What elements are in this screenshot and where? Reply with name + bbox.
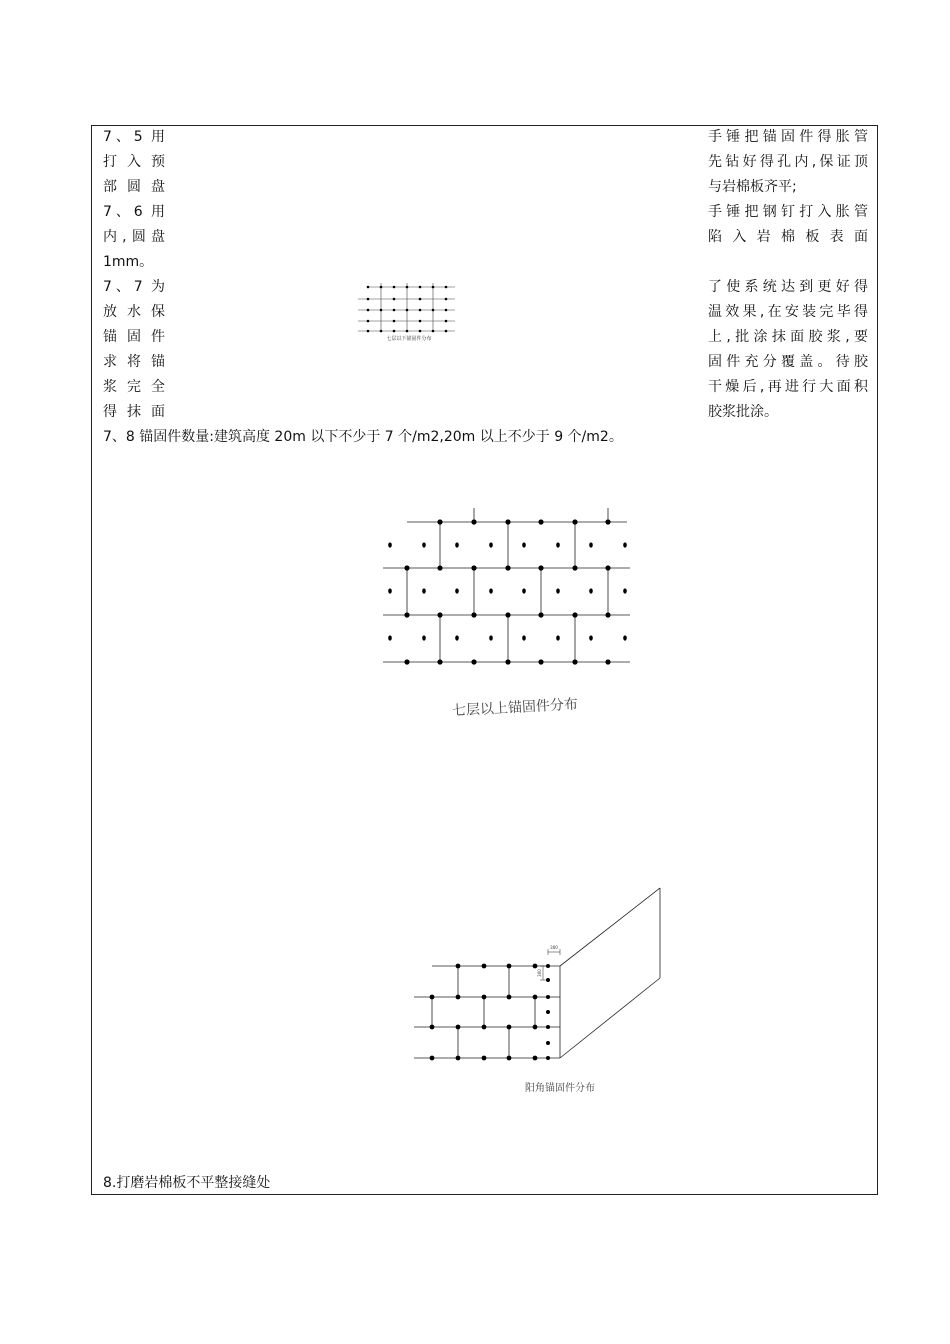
right-line-5: 陷 入 岩 棉 板 表 面	[708, 229, 868, 245]
left-line-2: 打 入 预	[103, 154, 165, 170]
large-figure-caption: 七层以上锚固件分布	[451, 696, 579, 720]
left-line-3: 部 圆 盘	[103, 179, 165, 195]
left-line-10: 求 将 锚	[103, 354, 165, 370]
left-line-12: 得 抹 面	[103, 404, 165, 420]
left-line-8: 放 水 保	[103, 304, 165, 320]
right-line-8: 温效果,在安装完毕得	[708, 304, 868, 320]
left-line-9: 锚 固 件	[103, 329, 165, 345]
right-line-9: 上,批涂抹面胶浆,要	[708, 329, 868, 345]
right-line-11: 干燥后,再进行大面积	[708, 379, 868, 395]
item-7-8: 7、8 锚固件数量:建筑高度 20m 以下不少于 7 个/m2,20m 以上不少于 9 个/m2。	[103, 429, 623, 445]
left-line-11: 浆 完 全	[103, 379, 165, 395]
left-line-6: 1mm。	[103, 254, 154, 270]
corner-figure-caption: 阳角锚固件分布	[525, 1083, 595, 1094]
small-figure-caption: 七层以下锚固件分布	[386, 336, 432, 342]
right-line-7: 了使系统达到更好得	[708, 279, 868, 295]
right-line-1: 手锤把锚固件得胀管	[708, 129, 868, 145]
section-8-heading: 8.打磨岩棉板不平整接缝处	[103, 1175, 271, 1191]
left-line-1: 7、5 用	[103, 129, 165, 145]
left-line-5: 内,圆盘	[103, 229, 165, 245]
right-line-4: 手锤把钢钉打入胀管	[708, 204, 868, 220]
right-line-3: 与岩棉板齐平;	[708, 179, 797, 195]
left-line-4: 7、6 用	[103, 204, 165, 220]
corner-dim-horizontal: 300	[550, 945, 558, 950]
corner-dim-vertical: 300	[537, 969, 542, 977]
left-line-7: 7、7 为	[103, 279, 165, 295]
right-line-12: 胶浆批涂。	[708, 404, 778, 420]
right-line-2: 先钻好得孔内,保证顶	[708, 154, 868, 170]
right-line-10: 固件充分覆盖。待胶	[708, 354, 868, 370]
